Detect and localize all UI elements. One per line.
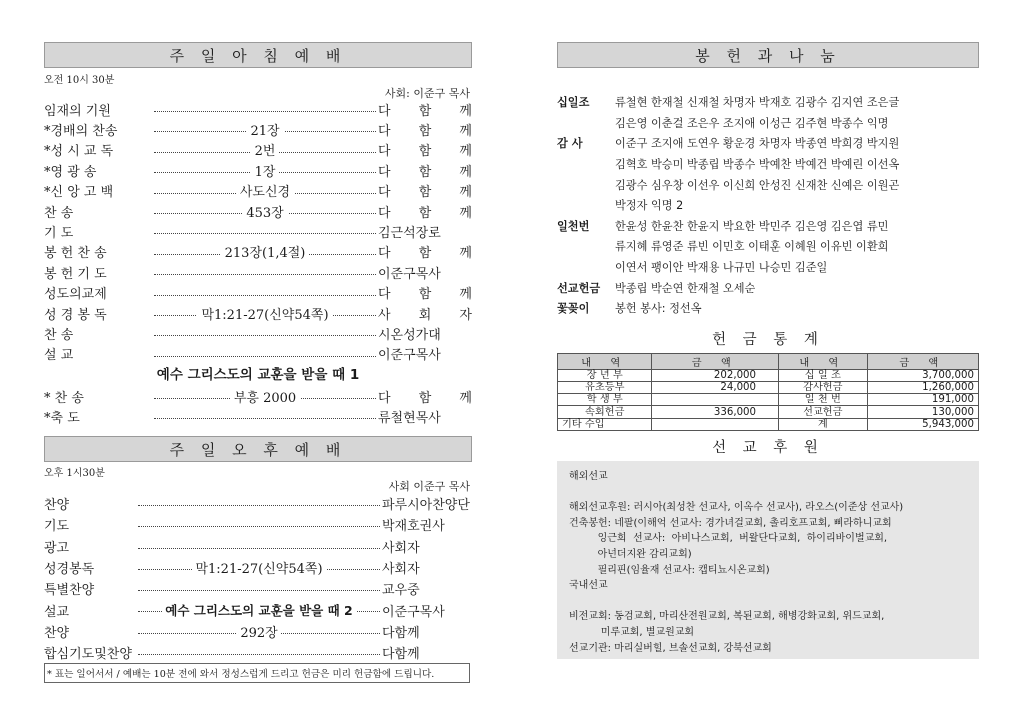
service-item-detail (138, 558, 380, 577)
offering-names: 김은영 이춘걸 조은우 조지애 이성근 김주현 박종수 익명 (615, 116, 889, 130)
service-item-detail (154, 140, 376, 159)
service-item-person: 사회자 (382, 562, 420, 578)
finance-item: 계 (779, 418, 868, 430)
morning-order (44, 99, 472, 364)
dot-leader (154, 356, 376, 357)
service-item-person: 다함께 (382, 625, 420, 641)
service-row (44, 221, 472, 241)
service-row (44, 242, 472, 262)
offering-row (557, 133, 979, 154)
offering-row (557, 92, 979, 113)
finance-header: 금 액 (652, 353, 779, 369)
offering-row (557, 298, 979, 319)
finance-amount: 5,943,000 (867, 418, 978, 430)
morning-closing (44, 386, 472, 427)
service-item-label: 찬양 (44, 625, 70, 641)
service-row (44, 323, 472, 343)
offering-names: 박정자 익명 2 (615, 199, 684, 213)
offering-names: 류철현 한재철 신재철 차명자 박재호 김광수 김지연 조은글 (615, 96, 900, 110)
mission-line: 선교기관: 마리실버힐, 브솔선교회, 강북선교회 (569, 642, 772, 654)
service-item-label: 특별찬양 (44, 583, 95, 599)
service-item-person: 다 함 께 (378, 390, 472, 406)
service-item-label: 설 교 (44, 348, 74, 364)
offering-row (557, 216, 979, 237)
service-item-detail (154, 161, 376, 180)
afternoon-row (44, 557, 472, 578)
service-item-label: *신 앙 고 백 (44, 185, 114, 201)
dot-leader (154, 111, 376, 112)
service-item-label: *성 시 교 독 (44, 144, 114, 160)
service-row (44, 344, 472, 364)
dot-leader (138, 548, 380, 549)
afternoon-row (44, 642, 472, 663)
service-row (44, 140, 472, 160)
finance-amount (652, 394, 779, 406)
service-row (44, 262, 472, 282)
service-item-person: 다 함 께 (378, 246, 472, 262)
service-row (44, 283, 472, 303)
offering-category: 십일조 (557, 96, 590, 110)
service-item-person: 박재호권사 (382, 519, 445, 535)
dot-leader (138, 526, 380, 527)
afternoon-service (44, 436, 472, 663)
finance-amount: 24,000 (652, 381, 779, 393)
service-item-label: 찬 송 (44, 205, 74, 221)
finance-amount: 1,260,000 (867, 381, 978, 393)
finance-item: 기타 수입 (558, 418, 652, 430)
finance-amount: 191,000 (867, 394, 978, 406)
offering-row (557, 174, 979, 195)
service-item-detail-text: 예수 그리스도의 교훈을 받을 때 2 (162, 603, 355, 618)
service-item-label: 봉 헌 기 도 (44, 266, 107, 282)
afternoon-service-title: 주 일 오 후 예 배 (44, 436, 472, 462)
finance-item: 유초등부 (558, 381, 652, 393)
service-row (44, 119, 472, 139)
dot-leader (154, 233, 376, 234)
service-item-label: 찬 송 (44, 327, 74, 343)
service-item-detail (154, 120, 376, 139)
service-item-person: 다 함 께 (378, 205, 472, 221)
service-item-person: 이준구목사 (378, 348, 441, 364)
offering-category: 감 사 (557, 137, 583, 151)
afternoon-row (44, 514, 472, 535)
offering-row (557, 154, 979, 175)
service-item-person: 사회자 (382, 540, 420, 556)
service-item-label: 기도 (44, 519, 70, 535)
afternoon-row (44, 493, 472, 514)
finance-item: 십 일 조 (779, 369, 868, 381)
service-item-detail (138, 622, 380, 641)
finance-amount: 202,000 (652, 369, 779, 381)
finance-amount: 3,700,000 (867, 369, 978, 381)
service-item-detail (138, 601, 380, 619)
service-item-label: *축 도 (44, 411, 80, 427)
offering-section (557, 42, 979, 659)
mission-line: 필리핀(임율재 선교사: 캡티뇨시온교회) (569, 564, 770, 576)
service-item-label: 임재의 기원 (44, 103, 111, 119)
offering-names: 박종립 박순연 한재철 오세순 (615, 281, 756, 295)
mission-line (569, 594, 979, 610)
offering-row (557, 113, 979, 134)
finance-header: 내 역 (779, 353, 868, 369)
finance-amount (652, 418, 779, 430)
service-item-detail-text: 21장 (246, 124, 283, 139)
offering-names: 류지혜 류영준 류빈 이민호 이태훈 이혜원 이유빈 이환희 (615, 240, 889, 254)
dot-leader (138, 590, 380, 591)
service-item-label: *경배의 찬송 (44, 124, 118, 140)
service-item-person: 시온성가대 (378, 327, 441, 343)
offering-category: 일천번 (557, 219, 590, 233)
mission-line: 건축봉헌: 네팔(이해억 선교사: 경가녀걸교회, 촐리호프교회, 삐라하니교회 (569, 517, 892, 529)
service-item-person: 파루시아찬양단 (382, 498, 470, 514)
afternoon-order (44, 493, 472, 663)
service-item-label: 성경봉독 (44, 562, 95, 578)
service-item-person: 류철현목사 (378, 411, 441, 427)
finance-table (557, 353, 979, 431)
offering-row (557, 277, 979, 298)
service-item-person: 다 함 께 (378, 144, 472, 160)
service-row (44, 99, 472, 119)
dot-leader (138, 505, 380, 506)
mission-line: 국내선교 (569, 580, 608, 592)
mission-line: 아넌더지완 감리교회) (569, 548, 692, 560)
finance-item: 장 년 부 (558, 369, 652, 381)
service-item-detail-text: 사도신경 (236, 185, 294, 200)
service-item-person: 다 함 께 (378, 185, 472, 201)
service-item-detail-text: 292장 (237, 626, 280, 641)
afternoon-time: 오후 1시30분 (44, 468, 105, 479)
service-item-detail (154, 387, 376, 406)
offering-names: 봉헌 봉사: 정선옥 (615, 302, 702, 316)
morning-time: 오전 10시 30분 (44, 75, 115, 86)
service-item-label: * 찬 송 (44, 390, 84, 406)
offering-names: 이연서 팽이안 박재용 나규민 나승민 김준일 (615, 261, 828, 275)
afternoon-row (44, 536, 472, 557)
service-item-label: 봉 헌 찬 송 (44, 246, 107, 262)
dot-leader (154, 418, 376, 419)
service-item-person: 다 함 께 (378, 124, 472, 140)
dot-leader (138, 654, 380, 655)
mission-line: 비전교회: 동검교회, 마리산전원교회, 복된교회, 해병강화교회, 위드교회, (569, 611, 885, 623)
mission-line (569, 485, 979, 501)
service-item-person: 이준구목사 (382, 604, 445, 620)
service-row (44, 303, 472, 323)
morning-service (44, 42, 472, 427)
dot-leader (154, 274, 376, 275)
morning-service-title: 주 일 아 침 예 배 (44, 42, 472, 68)
finance-amount: 336,000 (652, 406, 779, 418)
service-item-label: 설교 (44, 604, 70, 620)
service-item-person: 이준구목사 (378, 266, 441, 282)
service-item-detail (154, 202, 376, 221)
afternoon-row (44, 599, 472, 620)
service-row (44, 386, 472, 406)
service-item-label: 기 도 (44, 226, 74, 242)
service-item-person: 김근석장로 (378, 226, 441, 242)
finance-item: 선교헌금 (779, 406, 868, 418)
afternoon-row (44, 621, 472, 642)
afternoon-leader: 사회 이준구 목사 (388, 480, 470, 493)
service-item-detail-text: 453장 (242, 206, 287, 221)
offering-category: 꽃꽂이 (557, 302, 590, 316)
finance-amount: 130,000 (867, 406, 978, 418)
finance-header: 금 액 (867, 353, 978, 369)
finance-item: 일 천 번 (779, 394, 868, 406)
service-item-label: 광고 (44, 540, 70, 556)
finance-row (558, 369, 979, 381)
mission-title: 선 교 후 원 (712, 440, 824, 457)
offering-row (557, 195, 979, 216)
service-item-label: 성도의교제 (44, 287, 107, 303)
service-row (44, 181, 472, 201)
service-item-person: 사 회 자 (378, 307, 472, 323)
service-item-detail-text: 막1:21-27(신약54쪽) (192, 562, 325, 577)
morning-sermon-title: 예수 그리스도의 교훈을 받을 때 1 (156, 367, 360, 384)
service-item-detail-text: 2번 (251, 144, 280, 159)
service-row (44, 160, 472, 180)
service-item-detail-text: 1장 (251, 165, 280, 180)
service-item-detail-text: 213장(1,4절) (221, 246, 310, 261)
service-item-label: 찬양 (44, 498, 70, 514)
finance-row (558, 418, 979, 430)
service-row (44, 406, 472, 426)
finance-row (558, 381, 979, 393)
service-item-detail (154, 181, 376, 200)
service-item-label: 성 경 봉 독 (44, 307, 107, 323)
offering-names: 이준구 조지애 도연우 황운경 차명자 박종연 박희경 박지원 (615, 137, 900, 151)
service-item-person: 다 함 께 (378, 103, 472, 119)
footer-note: * 표는 일어서서 / 예배는 10분 전에 와서 정성스럽게 드리고 헌금은 미리 헌금함에 드립니다. (44, 663, 470, 683)
mission-line: 잉근희 선교사: 아비나스교회, 버왈단다교회, 하이리바이벌교회, (569, 533, 888, 545)
offering-names: 한윤성 한윤찬 한윤지 박요한 박민주 김은영 김은엽 류민 (615, 219, 889, 233)
service-row (44, 201, 472, 221)
morning-leader: 사회: 이준구 목사 (384, 87, 470, 100)
service-item-person: 다함께 (382, 647, 420, 663)
service-item-person: 다 함 께 (378, 164, 472, 180)
mission-line: 해외선교후원: 러시아(최성찬 선교사, 이옥수 선교사), 라오스(이준상 선교사) (569, 502, 904, 514)
offering-names: 김혁호 박승미 박종립 박종수 박예찬 박예건 박예린 이선옥 (615, 158, 900, 172)
service-item-label: *영 광 송 (44, 164, 97, 180)
service-item-person: 다 함 께 (378, 287, 472, 303)
service-item-label: 합심기도및찬양 (44, 647, 132, 663)
offering-names: 김광수 심우창 이선우 이신희 안성진 신재찬 신예은 이원곤 (615, 178, 900, 192)
finance-item: 감사헌금 (779, 381, 868, 393)
service-item-detail (154, 242, 376, 261)
service-item-detail (154, 304, 376, 323)
finance-header: 내 역 (558, 353, 652, 369)
dot-leader (154, 335, 376, 336)
mission-line: 미루교회, 별교원교회 (569, 626, 695, 638)
service-item-person: 교우중 (382, 583, 420, 599)
finance-title: 헌 금 통 계 (712, 331, 824, 348)
offering-category: 선교헌금 (557, 281, 601, 295)
offering-row (557, 236, 979, 257)
finance-row (558, 394, 979, 406)
finance-item: 속회헌금 (558, 406, 652, 418)
afternoon-row (44, 578, 472, 599)
dot-leader (154, 295, 376, 296)
service-item-detail-text: 부흥 2000 (230, 391, 300, 406)
offering-title: 봉 헌 과 나 눔 (557, 42, 979, 68)
service-item-detail-text: 막1:21-27(신약54쪽) (197, 308, 332, 323)
mission-box (557, 461, 979, 659)
offering-list (557, 92, 979, 319)
finance-row (558, 406, 979, 418)
offering-row (557, 257, 979, 278)
finance-item: 학 생 부 (558, 394, 652, 406)
mission-line: 해외선교 (569, 471, 608, 483)
